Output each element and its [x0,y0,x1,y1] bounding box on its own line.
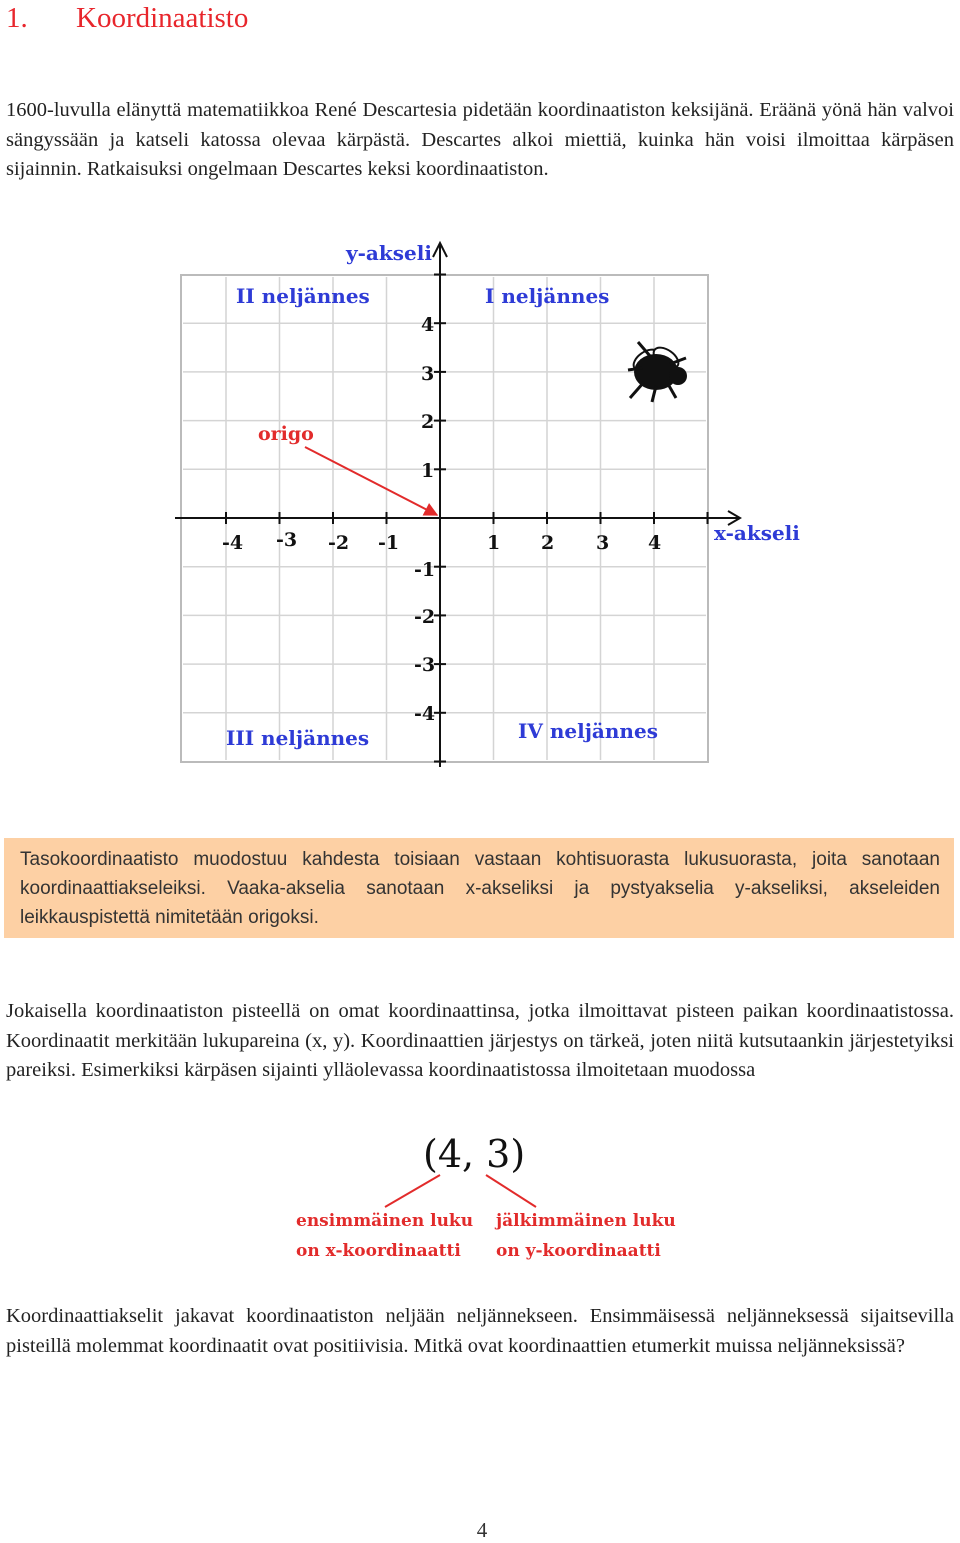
section-number: 1. [6,2,28,34]
quadrant-4-label: IV neljännes [518,719,658,743]
y-tick-label: -1 [414,559,436,581]
x-axis-label: x-akseli [714,521,800,545]
x-tick-label: 3 [596,532,610,554]
x-tick-label: -1 [378,532,400,554]
definition-text: Tasokoordinaatisto muodostuu kahdesta toisiaan vastaan kohtisuorasta lukusuorasta, joita sanotaan koordinaattiakseleiksi. Vaaka-akselia sanotaan x-akseliksi ja pystyakselia y-akseliksi, akseleiden leikkauspistettä nimitetään origoksi. [20,849,940,928]
intro-paragraph: 1600-luvulla elänyttä matematiikkoa René Descartesia pidetään koordinaatiston keksijänä. Eräänä yönä hän valvoi sängyssään ja katseli katossa olevaa kärpästä. Descartes alkoi miettiä, kuinka hän voisi ilmoittaa kärpäsen sijainnin. Ratkaisuksi ongelmaan Descartes keksi koordinaatiston. [6,99,954,180]
y-axis-label: y-akseli [346,241,432,265]
ordered-pair: (4, 3) [423,1132,526,1176]
y-tick-label: 3 [421,363,435,385]
y-tick-label: 2 [421,411,435,433]
origin-label: origo [258,423,314,445]
first-number-pointer [385,1175,440,1207]
section-title: Koordinaatisto [76,2,249,34]
y-tick-label: 4 [421,314,435,336]
y-tick-label: -3 [414,654,436,676]
quadrants-paragraph: Koordinaattiakselit jakavat koordinaatiston neljään neljännekseen. Ensimmäisessä neljänneksessä sijaitsevilla pisteillä molemmat koordinaatit ovat positiivisia. Mitkä ovat koordinaattien etumerkit muissa neljänneksissä? [6,1305,954,1357]
quadrant-1-label: I neljännes [485,284,610,308]
definition-box [4,838,954,938]
first-number-label-1: ensimmäinen luku [296,1211,474,1231]
x-tick-label: 1 [487,532,501,554]
quadrant-2-label: II neljännes [236,284,370,308]
page-number: 4 [476,1518,488,1542]
x-tick-label: -4 [222,532,244,554]
quadrant-3-label: III neljännes [226,726,370,750]
second-number-label-1: jälkimmäinen luku [496,1211,676,1231]
x-tick-label: -2 [328,532,350,554]
first-number-label-2: on x-koordinaatti [296,1241,461,1261]
second-number-label-2: on y-koordinaatti [496,1241,661,1261]
y-tick-label: 1 [421,460,435,482]
second-number-pointer [486,1175,536,1207]
x-tick-label: 4 [648,532,662,554]
x-tick-label: -3 [276,529,298,551]
y-tick-label: -2 [414,606,436,628]
y-tick-label: -4 [414,703,436,725]
x-tick-label: 2 [541,532,555,554]
coordinates-paragraph: Jokaisella koordinaatiston pisteellä on omat koordinaattinsa, jotka ilmoittavat pisteen paikan koordinaatistossa. Koordinaatit merkitään lukupareina (x, y). Koordinaattien järjestys on tärkeä, joten niitä kutsutaankin järjestetyiksi pareiksi. Esimerkiksi kärpäsen sijainti ylläolevassa koordinaatistossa ilmoitetaan muodossa [6,1000,954,1081]
